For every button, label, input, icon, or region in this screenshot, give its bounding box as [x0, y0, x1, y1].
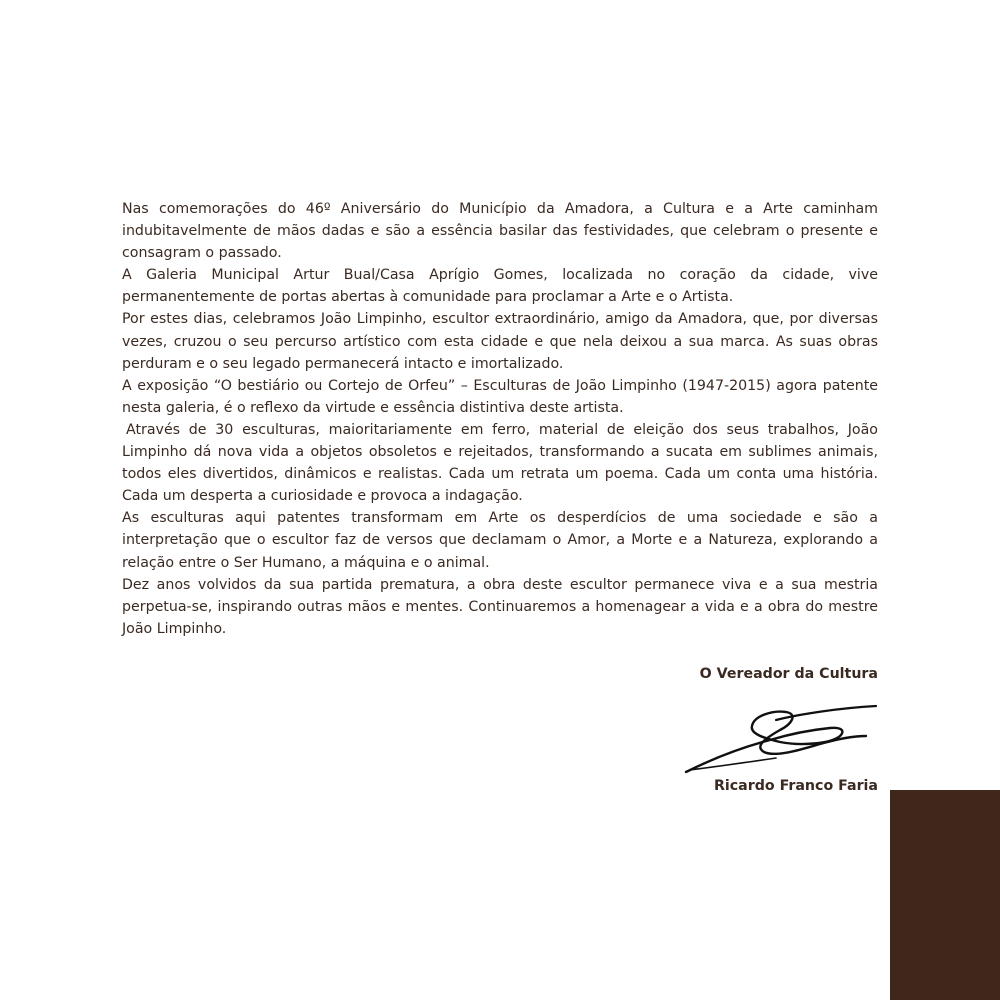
- paragraph-celebration: Por estes dias, celebramos João Limpinho, escultor extraordinário, amigo da Amadora, que, por diversas vezes, cruzou o seu percurso artístico com esta cidade e que nela deixou a sua marca. As suas obras perduram e o seu legado permanecerá intacto e imortalizado.: [122, 311, 878, 372]
- paragraph-legacy: Dez anos volvidos da sua partida prematura, a obra deste escultor permanece viva e a sua mestria perpetua-se, inspirando outras mãos e mentes. Continuaremos a homenagear a vida e a obra do mestre João Limpinho.: [122, 576, 878, 637]
- signatory-name: Ricardo Franco Faria: [713, 778, 878, 794]
- body-text: [122, 198, 878, 640]
- paragraph-exhibition: A exposição “O bestiário ou Cortejo de Orfeu” – Esculturas de João Limpinho (1947-2015) agora patente nesta galeria, é o reflexo da virtude e essência distintiva deste artista.: [122, 377, 878, 416]
- handwritten-signature: [680, 700, 880, 780]
- signatory-role: O Vereador da Cultura: [699, 666, 878, 682]
- decorative-corner-block: [890, 790, 1000, 1000]
- paragraph-anniversary: Nas comemorações do 46º Aniversário do Município da Amadora, a Cultura e a Arte caminham indubitavelmente de mãos dadas e são a essência basilar das festividades, que celebram o presente e consagram o passado.: [122, 201, 878, 262]
- paragraph-interpretation: As esculturas aqui patentes transformam em Arte os desperdícios de uma sociedade e são a interpretação que o escultor faz de versos que declamam o Amor, a Morte e a Natureza, explorando a relação entre o Ser Humano, a máquina e o animal.: [122, 510, 878, 571]
- paragraph-sculptures: Através de 30 esculturas, maioritariamente em ferro, material de eleição dos seus trabalhos, João Limpinho dá nova vida a objetos obsoletos e rejeitados, transformando a sucata em sublimes animais, todos eles divertidos, dinâmicos e realistas. Cada um retrata um poema. Cada um conta uma história. Cada um desperta a curiosidade e provoca a indagação.: [122, 421, 878, 505]
- paragraph-gallery: A Galeria Municipal Artur Bual/Casa Aprígio Gomes, localizada no coração da cidade, vive permanentemente de portas abertas à comunidade para proclamar a Arte e o Artista.: [122, 267, 878, 306]
